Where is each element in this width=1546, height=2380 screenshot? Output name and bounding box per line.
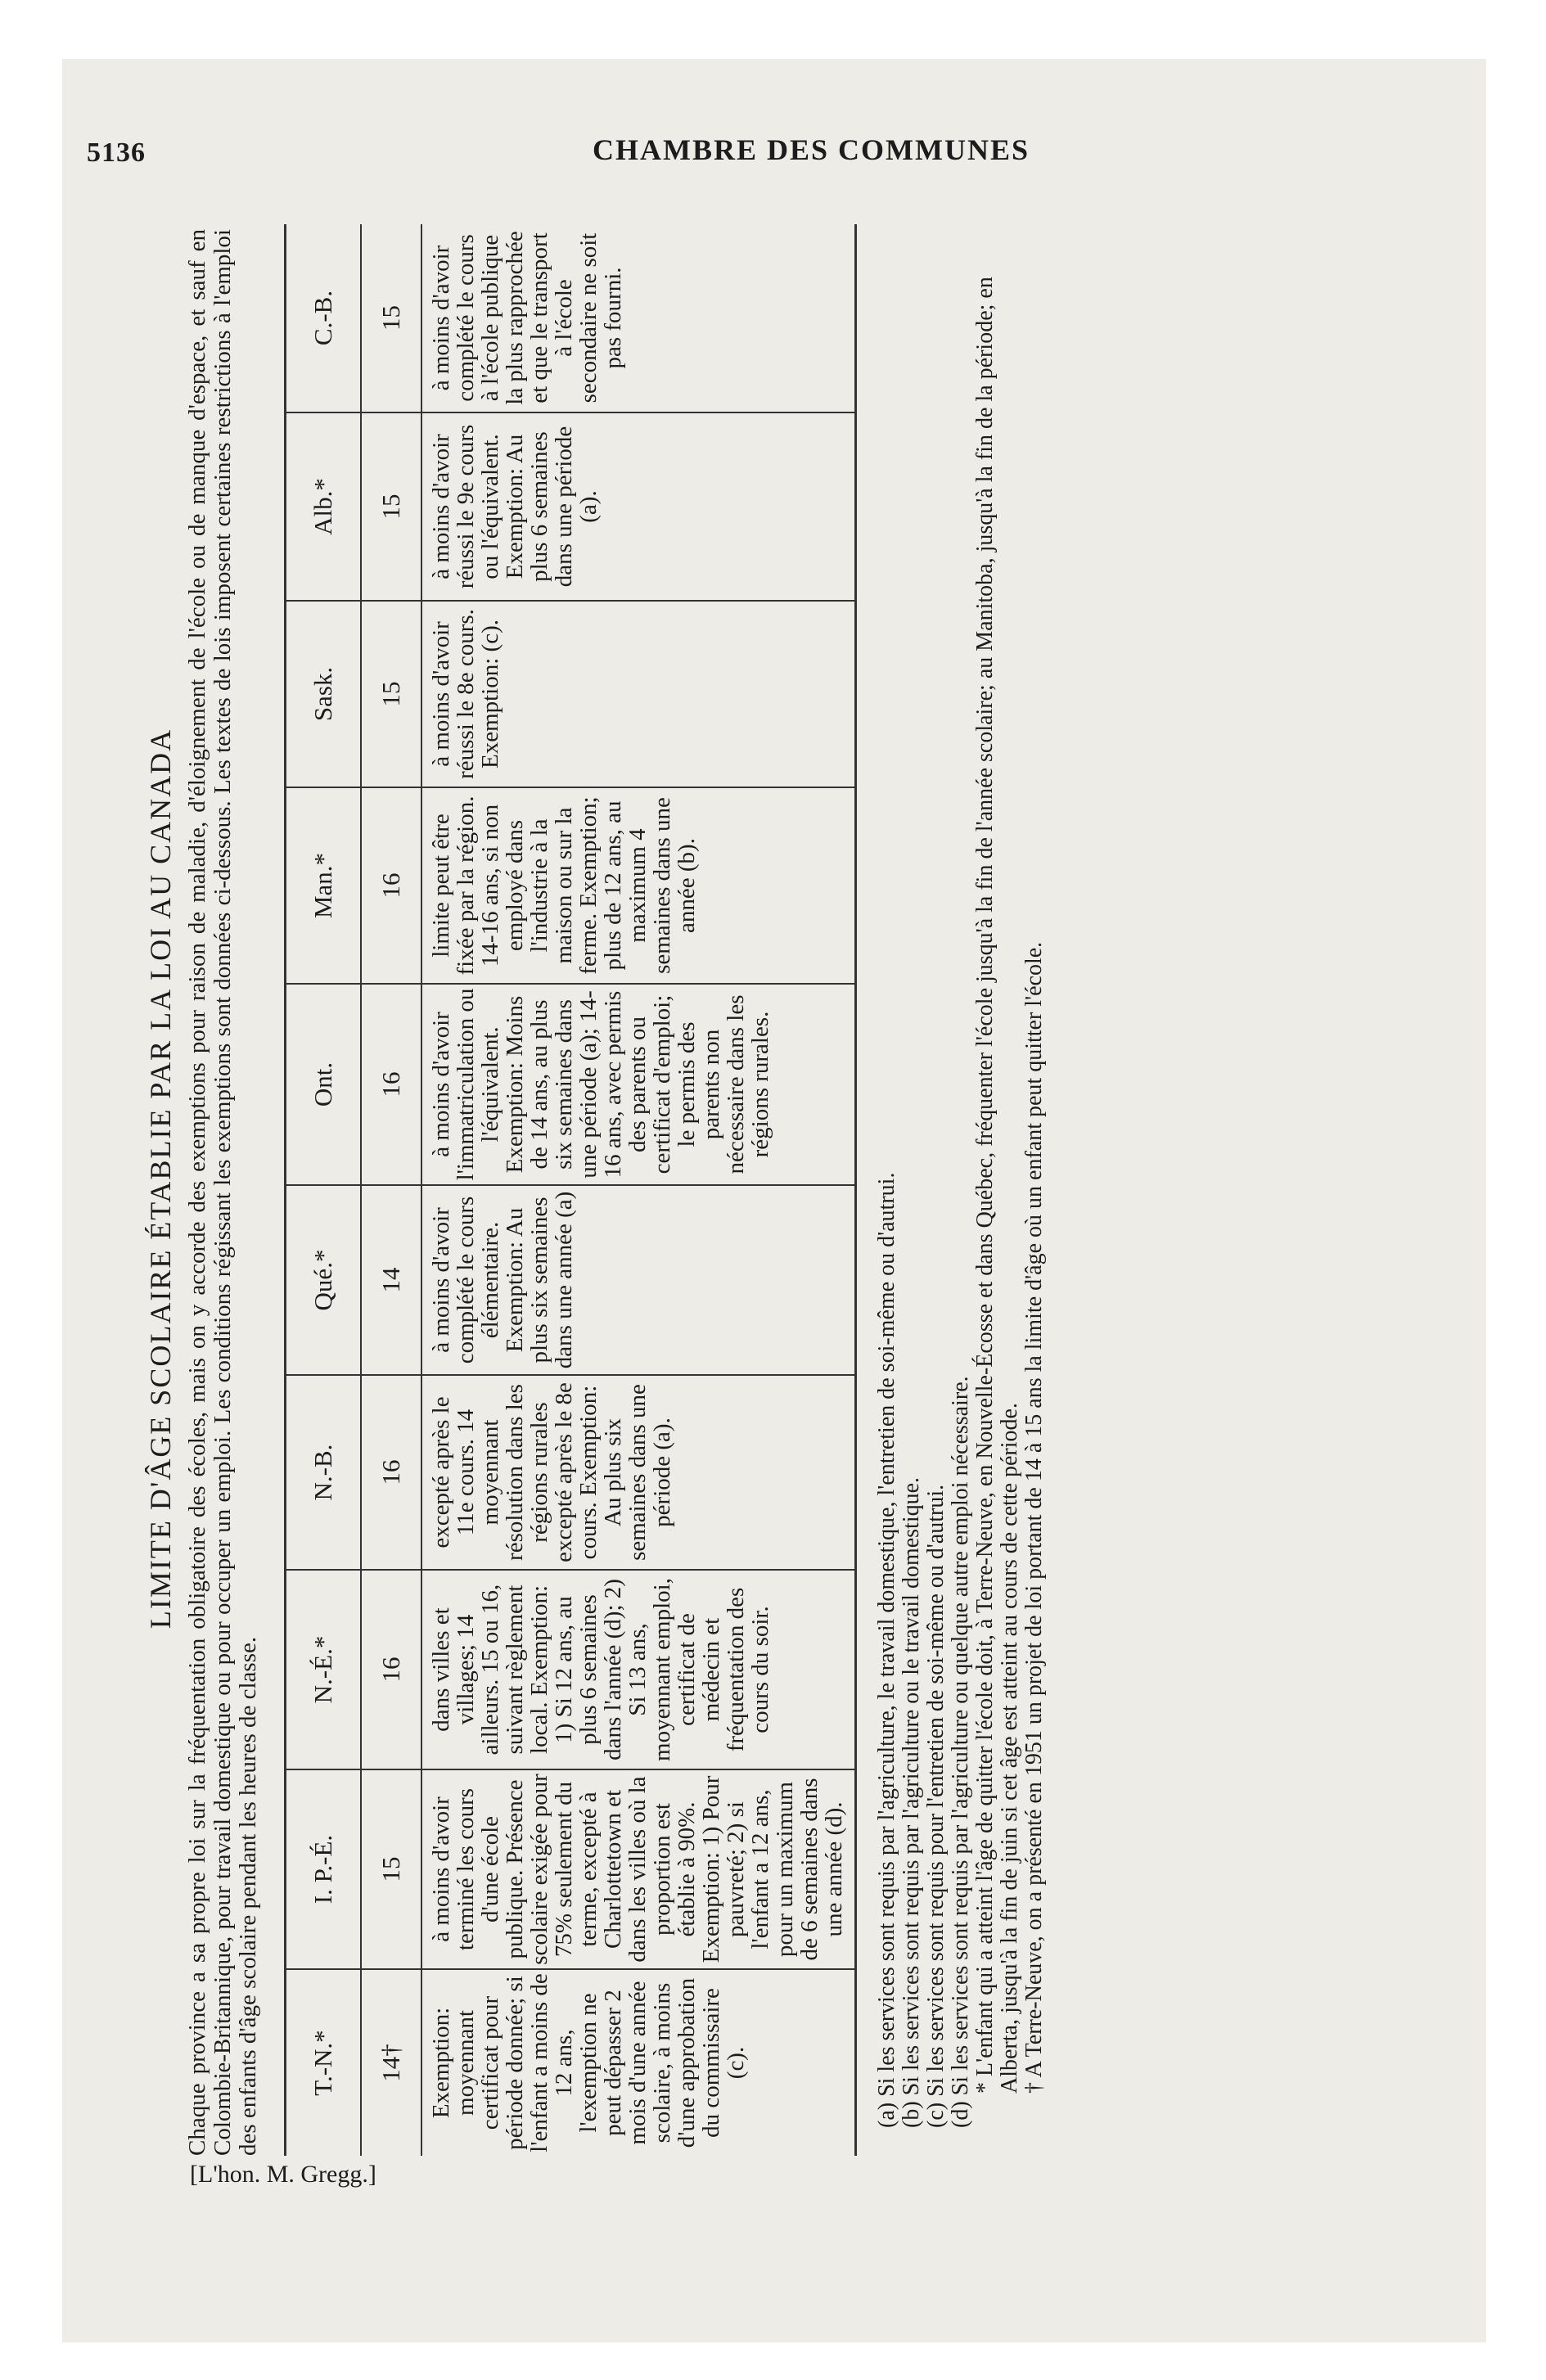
age-cell: 15 <box>361 601 421 787</box>
rule-cell: à moins d'avoir réussi le 9e cours ou l'équivalent. Exemption: Au plus 6 semaines dans une période (a). <box>421 412 856 601</box>
column-header: Man.* <box>286 787 362 984</box>
age-cell: 15 <box>361 1769 421 1969</box>
rule-cell: à moins d'avoir complété le cours élémentaire. Exemption: Au plus six semaines dans une année (a) <box>421 1185 856 1375</box>
age-cell: 15 <box>361 412 421 601</box>
column-header: C.-B. <box>286 224 362 412</box>
page-number: 5136 <box>87 137 146 168</box>
footnote: * L'enfant qui a atteint l'âge de quitter l'école doit, à Terre-Neuve, en Nouvelle-Écosse et dans Québec, fréquenter l'école jusqu'à la fin de l'année scolaire; au Manitoba, jusqu'à la fin de la période; en Alberta, jusqu'à la fin de juin si cet âge est atteint au cours de cette période. <box>972 277 1022 2094</box>
column-header: Qué.* <box>286 1185 362 1375</box>
age-cell: 16 <box>361 787 421 984</box>
age-cell: 14† <box>361 1969 421 2156</box>
table-title: LIMITE D'ÂGE SCOLAIRE ÉTABLIE PAR LA LOI AU CANADA <box>144 728 177 1629</box>
school-age-table <box>284 224 857 2156</box>
age-cell: 15 <box>361 224 421 412</box>
column-header: Alb.* <box>286 412 362 601</box>
rule-cell: limite peut être fixée par la région. 14-16 ans, si non employé dans l'industrie à la maison ou sur la ferme. Exemption; plus de 12 ans, au maximum 4 semaines dans une année (b). <box>421 787 856 984</box>
table-intro: Chaque province a sa propre loi sur la fréquentation obligatoire des écoles, mais on y accorde des exemptions pour raison de maladie, d'éloignement de l'école ou de manque d'espace, et sauf en Colombie-Britannique, pour travail domestique ou pour occuper un emploi. Les conditions régissant les exemptions sont données ci-dessous. Les textes de lois imposent certaines restrictions à l'emploi des enfants d'âge scolaire pendant les heures de classe. <box>184 229 261 2156</box>
footnote: (c) Si les services sont requis pour l'entretien de soi-même ou d'autrui. <box>923 1484 949 2128</box>
footnote: (a) Si les services sont requis par l'agriculture, le travail domestique, l'entretien de soi-même ou d'autrui. <box>874 1172 899 2128</box>
rule-cell: à moins d'avoir l'immatriculation ou l'équivalent. Exemption: Moins de 14 ans, au plus six semaines dans une période (a); 14-16 ans, avec permis des parents ou certificat d'emploi; le permis des parents non nécessaire dans les régions rurales. <box>421 984 856 1185</box>
column-header: T.-N.* <box>286 1969 362 2156</box>
age-cell: 16 <box>361 984 421 1185</box>
age-cell: 14 <box>361 1185 421 1375</box>
column-header: Ont. <box>286 984 362 1185</box>
speaker-reference: [L'hon. M. Gregg.] <box>190 2161 376 2188</box>
rule-cell: à moins d'avoir complété le cours à l'école publique la plus rapprochée et que le transport à l'école secondaire ne soit pas fourni. <box>421 224 856 412</box>
column-header: I. P.-É. <box>286 1769 362 1969</box>
age-cell: 16 <box>361 1570 421 1769</box>
footnote: (d) Si les services sont requis par l'agriculture ou quelque autre emploi nécessaire. <box>948 1376 973 2128</box>
rotated-table-block <box>144 196 1408 2161</box>
column-header: N.-É.* <box>286 1570 362 1769</box>
rule-cell: excepté après le 11e cours. 14 moyennant résolution dans les régions rurales excepté après le 8e cours. Exemption: Au plus six semaines dans une période (a). <box>421 1375 856 1570</box>
running-head: CHAMBRE DES COMMUNES <box>593 133 1030 166</box>
rule-cell: à moins d'avoir réussi le 8e cours. Exemption: (c). <box>421 601 856 787</box>
footnote: (b) Si les services sont requis par l'agriculture ou le travail domestique. <box>899 1476 924 2128</box>
rule-cell: Exemption: moyennant certificat pour période donnée; si l'enfant a moins de 12 ans, l'exemption ne peut dépasser 2 mois d'une année scolaire, à moins d'une approbation du commissaire (c). <box>421 1969 856 2156</box>
column-header: N.-B. <box>286 1375 362 1570</box>
rule-cell: à moins d'avoir terminé les cours d'une école publique. Présence scolaire exigée pour 75% seulement du terme, excepté à Charlottetown et dans les villes où la proportion est établie à 90%. Exemption: 1) Pour pauvreté; 2) si l'enfant a 12 ans, pour un maximum de 6 semaines dans une année (d). <box>421 1769 856 1969</box>
rule-cell: dans villes et villages; 14 ailleurs. 15 ou 16, suivant règlement local. Exemption: 1) Si 12 ans, au plus 6 semaines dans l'année (d); 2) Si 13 ans, moyennant emploi, certificat de médecin et fréquentation des cours du soir. <box>421 1570 856 1769</box>
table-notes <box>875 196 1047 2128</box>
age-cell: 16 <box>361 1375 421 1570</box>
column-header: Sask. <box>286 601 362 787</box>
footnote: † A Terre-Neuve, on a présenté en 1951 un projet de loi portant de 14 à 15 ans la limite d'âge où un enfant peut quitter l'école. <box>1021 941 1047 2094</box>
